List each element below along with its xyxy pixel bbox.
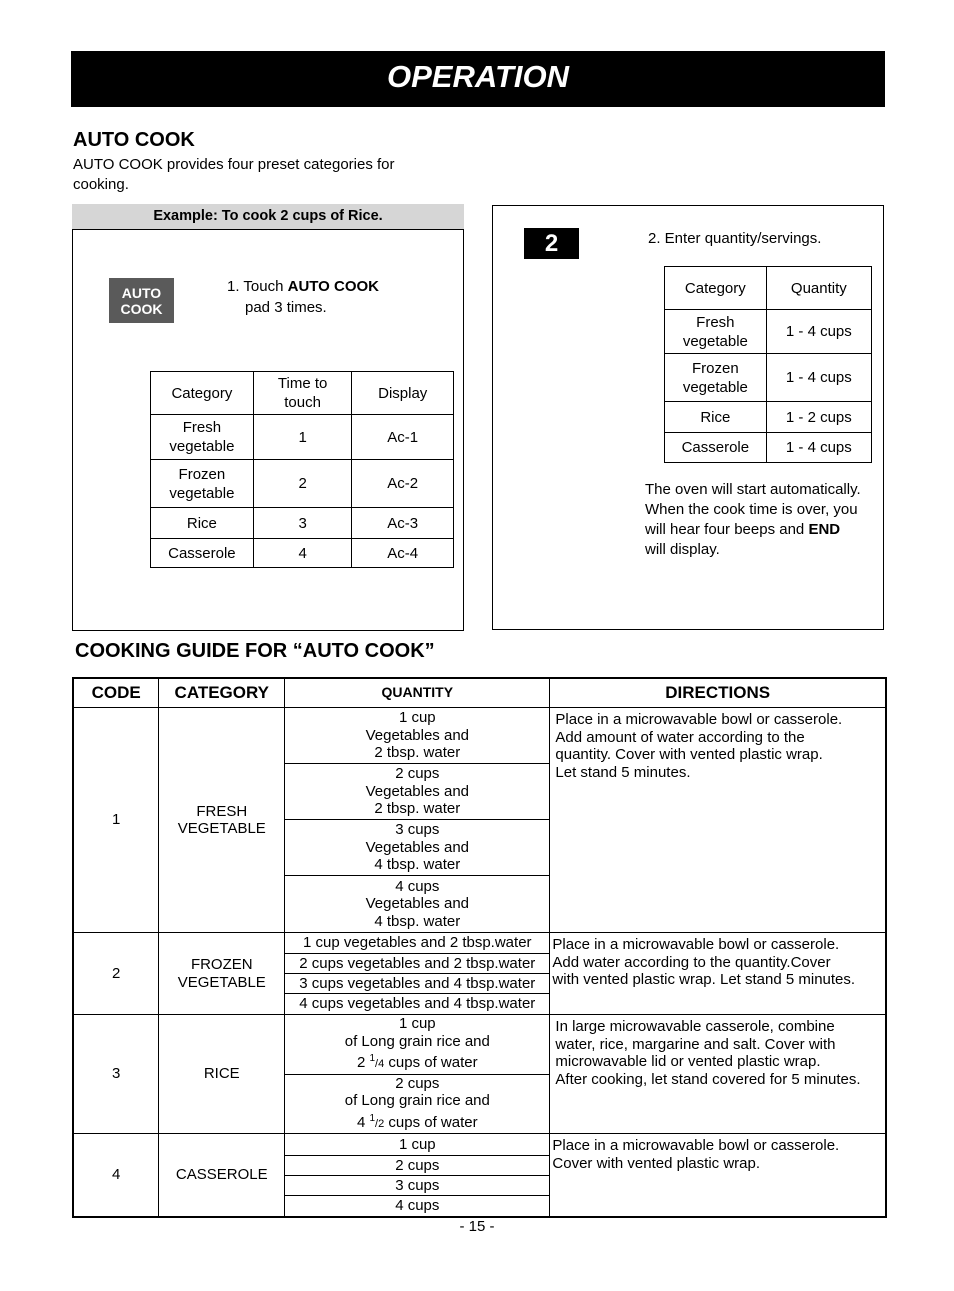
quantity-cell [285, 1015, 550, 1075]
table-header: Category [151, 372, 254, 415]
intro-line: cooking. [73, 176, 129, 193]
table-header: Quantity [766, 267, 871, 310]
directions-cell [550, 708, 886, 933]
quantity-line: of Long grain rice and [344, 1092, 490, 1109]
cooking-guide-table [72, 677, 887, 1218]
column-header-directions: DIRECTIONS [550, 678, 886, 708]
category-line: FRESH [196, 802, 248, 820]
quantity-line: 1 cup [398, 1015, 436, 1032]
quantity-cell [285, 1074, 550, 1134]
directions-line: Cover with vented plastic wrap. [552, 1154, 760, 1172]
auto-cook-pad [109, 278, 174, 323]
fraction-denominator: /2 [375, 1117, 385, 1130]
note-line: will display. [645, 541, 720, 558]
code-cell: 2 [73, 933, 159, 1015]
quantity-line: 4 tbsp. water [374, 856, 461, 874]
table-cell: Casserole [665, 433, 767, 463]
table-header-text: Time to touch [277, 375, 328, 411]
directions-cell [550, 933, 886, 1015]
cell-text: Fresh vegetable [682, 313, 748, 350]
note-bold: END [808, 521, 841, 538]
table-cell: 3 [253, 508, 352, 539]
directions-cell [550, 1134, 886, 1217]
quantity-line: Vegetables and [365, 782, 470, 800]
directions-cell [550, 1015, 886, 1134]
quantity-line: 2 tbsp. water [374, 744, 461, 762]
directions-line: Place in a microwavable bowl or casserole. [555, 711, 843, 728]
auto-cook-intro [73, 155, 395, 195]
quantity-line: 4 cups [395, 877, 440, 895]
category-cell [159, 708, 285, 933]
cooking-guide-title: COOKING GUIDE FOR “AUTO COOK” [75, 640, 435, 662]
auto-cook-pad-line: AUTO [121, 284, 162, 301]
table-cell [151, 460, 254, 508]
quantity-line [285, 1110, 549, 1134]
table-cell: Rice [665, 402, 767, 433]
note-line: will hear four beeps and [645, 521, 809, 538]
quantity-cell [285, 708, 550, 764]
column-header-code: CODE [73, 678, 159, 708]
category-line: VEGETABLE [177, 973, 266, 991]
quantity-cell [285, 876, 550, 933]
example-heading: Example: To cook 2 cups of Rice. [72, 204, 464, 230]
fraction-whole: 4 [356, 1113, 370, 1131]
quantity-line: 2 tbsp. water [374, 800, 461, 818]
quantity-cell: 2 cups [285, 1156, 550, 1176]
step1-prefix: 1. Touch [227, 278, 288, 295]
directions-line: Place in a microwavable bowl or casserole. [552, 1137, 840, 1154]
table-cell: 1 [253, 415, 352, 460]
quantity-line: 2 cups [395, 1074, 440, 1092]
quantity-table [664, 266, 872, 463]
cell-text: Frozen vegetable [169, 465, 235, 502]
quantity-line: Vegetables and [365, 838, 470, 856]
fraction-numerator: 1 [369, 1112, 376, 1124]
table-header: Category [665, 267, 767, 310]
step2-instruction: 2. Enter quantity/servings. [648, 230, 822, 247]
step1-line2: pad 3 times. [245, 299, 327, 316]
table-cell [665, 310, 767, 354]
quantity-cell: 3 cups vegetables and 4 tbsp.water [285, 974, 550, 994]
fraction-rest: cups of water [384, 1113, 478, 1131]
step1-instruction [227, 276, 379, 318]
fraction-denominator: /4 [375, 1058, 385, 1070]
directions-line: with vented plastic wrap. Let stand 5 minutes. [552, 971, 856, 988]
code-cell: 4 [73, 1134, 159, 1217]
directions-line: water, rice, margarine and salt. Cover with [555, 1035, 836, 1053]
quantity-line: of Long grain rice and [344, 1032, 490, 1050]
fraction-whole: 2 [356, 1054, 370, 1071]
category-cell: CASSEROLE [159, 1134, 285, 1217]
directions-line: quantity. Cover with vented plastic wrap. [555, 746, 823, 763]
directions-line: In large microwavable casserole, combine [555, 1018, 835, 1035]
table-cell: 1 - 4 cups [766, 433, 871, 463]
table-cell: 2 [253, 460, 352, 508]
quantity-cell [285, 764, 550, 820]
quantity-line: Vegetables and [365, 895, 470, 913]
cell-text: Fresh vegetable [169, 419, 235, 455]
auto-cook-title: AUTO COOK [73, 129, 195, 151]
fraction-numerator: 1 [369, 1053, 376, 1064]
table-cell: Ac-2 [352, 460, 454, 508]
directions-line: Add amount of water according to the [555, 728, 805, 746]
column-header-quantity: QUANTITY [285, 678, 550, 708]
quantity-line [285, 1050, 549, 1074]
quantity-cell: 4 cups vegetables and 4 tbsp.water [285, 994, 550, 1015]
directions-line: Place in a microwavable bowl or casserole. [552, 936, 840, 953]
table-cell: Rice [151, 508, 254, 539]
quantity-cell: 1 cup [285, 1134, 550, 1156]
fraction-rest: cups of water [384, 1054, 478, 1071]
quantity-line: 4 tbsp. water [374, 912, 461, 930]
intro-line: AUTO COOK provides four preset categories for [73, 156, 395, 173]
table-cell: 1 - 2 cups [766, 402, 871, 433]
code-cell: 3 [73, 1015, 159, 1134]
table-cell: Ac-3 [352, 508, 454, 539]
page-header-title: OPERATION [71, 51, 885, 107]
quantity-line: 2 cups [395, 765, 440, 783]
step2-note [645, 480, 861, 560]
page-number: - 15 - [459, 1218, 495, 1235]
quantity-line: 3 cups [395, 821, 440, 839]
step1-bold: AUTO COOK [287, 278, 380, 295]
quantity-cell: 3 cups [285, 1176, 550, 1196]
table-cell: 4 [253, 539, 352, 568]
quantity-line: 1 cup [398, 709, 436, 727]
quantity-cell: 4 cups [285, 1196, 550, 1217]
auto-cook-pad-line: COOK [120, 300, 163, 317]
note-line: When the cook time is over, you [645, 501, 858, 518]
cell-text: Frozen vegetable [682, 359, 748, 396]
table-cell: 1 - 4 cups [766, 310, 871, 354]
quantity-cell: 2 cups vegetables and 2 tbsp.water [285, 954, 550, 974]
step-number-badge: 2 [524, 228, 579, 259]
table-cell [665, 354, 767, 402]
code-cell: 1 [73, 708, 159, 933]
example-table [150, 371, 454, 568]
table-cell: Casserole [151, 539, 254, 568]
category-line: FROZEN [190, 956, 253, 973]
quantity-cell [285, 820, 550, 876]
column-header-category: CATEGORY [159, 678, 285, 708]
table-cell: Ac-4 [352, 539, 454, 568]
directions-line: Let stand 5 minutes. [555, 763, 691, 781]
category-cell: RICE [159, 1015, 285, 1134]
table-cell: 1 - 4 cups [766, 354, 871, 402]
quantity-line: Vegetables and [365, 726, 470, 744]
directions-line: Add water according to the quantity.Cover [552, 953, 831, 971]
quantity-cell: 1 cup vegetables and 2 tbsp.water [285, 933, 550, 954]
category-line: VEGETABLE [177, 820, 266, 837]
table-cell [151, 415, 254, 460]
table-header: Display [352, 372, 454, 415]
category-cell [159, 933, 285, 1015]
table-header [253, 372, 352, 415]
directions-line: After cooking, let stand covered for 5 minutes. [555, 1070, 861, 1088]
directions-line: microwavable lid or vented plastic wrap. [555, 1053, 821, 1070]
note-line: The oven will start automatically. [645, 481, 861, 498]
table-cell: Ac-1 [352, 415, 454, 460]
